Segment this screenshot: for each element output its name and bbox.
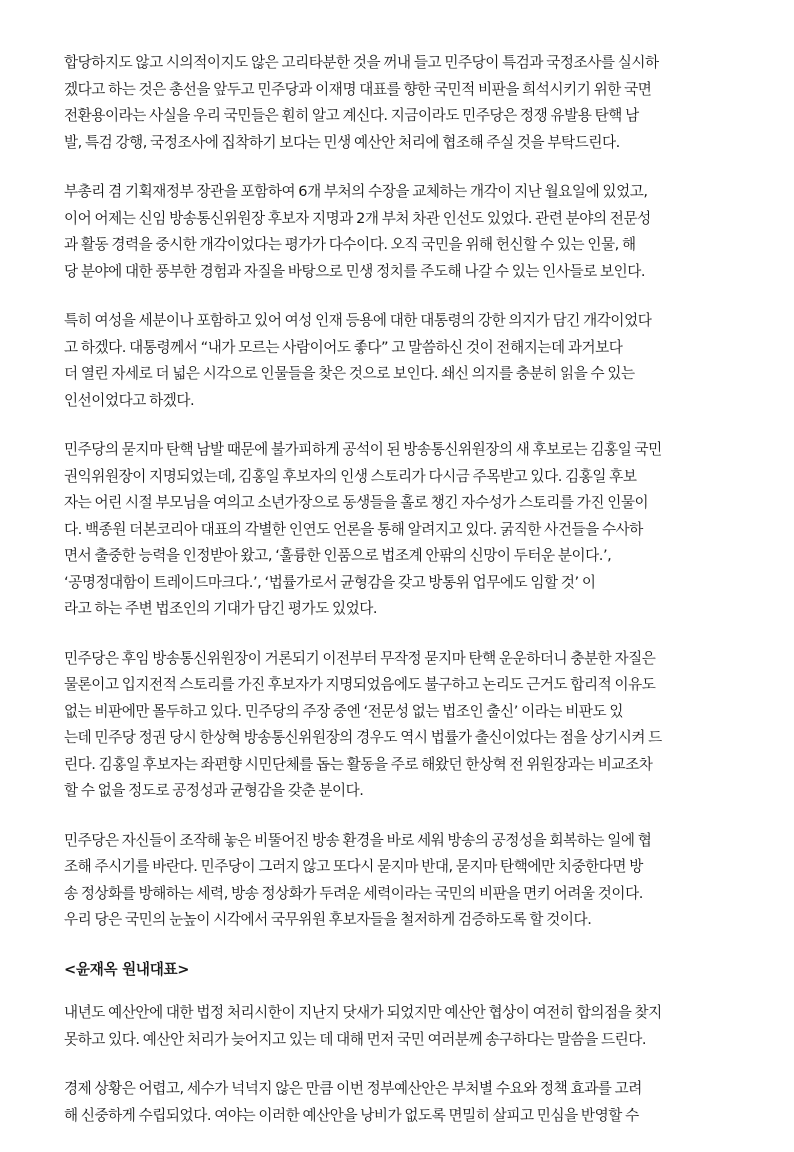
section-heading: <윤재옥 원내대표> <box>64 960 190 978</box>
paragraph: 합당하지도 않고 시의적이지도 않은 고리타분한 것을 꺼내 들고 민주당이 특검과 국정조사를 실시하 겠다고 하는 것은 총선을 앞두고 민주당과 이재명 대표를 향한 국민적 비판을 희석시키기 위한 국면 전환용이라는 사실을 우리 국민들은 훤히 알고 계신다. 지금이라도 민주당은 정쟁 유발용 탄핵 남 발, 특검 강행, 국정조사에 집착하기 보다는 민생 예산안 처리에 협조해 주실 것을 부탁드린다. <box>64 54 659 151</box>
paragraph: 민주당은 자신들이 조작해 놓은 비뚤어진 방송 환경을 바로 세워 방송의 공정성을 회복하는 일에 협 조해 주시기를 바란다. 민주당이 그러지 않고 또다시 묻지마 반대, 묻지마 탄핵에만 치중한다면 방 송 정상화를 방해하는 세력, 방송 정상화가 두려운 세력이라는 국민의 비판을 면키 어려울 것이다. 우리 당은 국민의 눈높이 시각에서 국무위원 후보자들을 철저하게 검증하도록 할 것이다. <box>64 831 652 928</box>
paragraph: 민주당은 후임 방송통신위원장이 거론되기 이전부터 무작정 묻지마 탄핵 운운하더니 충분한 자질은 물론이고 입지전적 스토리를 가진 후보자가 지명되었음에도 불구하고 논리도 근거도 합리적 이유도 없는 비판에만 몰두하고 있다. 민주당의 주장 중엔 ‘전문성 없는 법조인 출신’ 이라는 비판도 있 는데 민주당 정권 당시 한상혁 방송통신위원장의 경우도 역시 법률가 출신이었다는 점을 상기시켜 드 린다. 김홍일 후보자는 좌편향 시민단체를 돕는 활동을 주로 해왔던 한상혁 전 위원장과는 비교조차 할 수 없을 정도로 공정성과 균형감을 갖춘 분이다. <box>64 649 662 799</box>
paragraph: 내년도 예산안에 대한 법정 처리시한이 지난지 닷새가 되었지만 예산안 협상이 여전히 합의점을 찾지 못하고 있다. 예산안 처리가 늦어지고 있는 데 대해 먼저 국민 여러분께 송구하다는 말씀을 드린다. <box>64 1004 662 1048</box>
paragraph: 특히 여성을 세분이나 포함하고 있어 여성 인재 등용에 대한 대통령의 강한 의지가 담긴 개각이었다 고 하겠다. 대통령께서 “내가 모르는 사람이어도 좋다” 고 말씀하신 것이 전해지는데 과거보다 더 열린 자세로 더 넓은 시각으로 인물들을 찾은 것으로 보인다. 쇄신 의지를 충분히 읽을 수 있는 인선이었다고 하겠다. <box>64 312 652 409</box>
paragraph: 민주당의 묻지마 탄핵 남발 때문에 불가피하게 공석이 된 방송통신위원장의 새 후보로는 김홍일 국민 권익위원장이 지명되었는데, 김홍일 후보자의 인생 스토리가 다시금 주목받고 있다. 김홍일 후보 자는 어린 시절 부모님을 여의고 소년가장으로 동생들을 홀로 챙긴 자수성가 스토리를 가진 인물이 다. 백종원 더본코리아 대표의 각별한 인연도 언론을 통해 알려지고 있다. 굵직한 사건들을 수사하 면서 출중한 능력을 인정받아 왔고, ‘훌륭한 인품으로 법조계 안팎의 신망이 두터운 분이다.’, ‘공명정대함이 트레이드마크다.’, ‘법률가로서 균형감을 갖고 방통위 업무에도 임할 것’ 이 라고 하는 주변 법조인의 기대가 담긴 평가도 있었다. <box>64 441 662 617</box>
paragraph: 경제 상황은 어렵고, 세수가 넉넉지 않은 만큼 이번 정부예산안은 부처별 수요와 정책 효과를 고려 해 신중하게 수립되었다. 여야는 이러한 예산안을 낭비가 없도록 면밀히 살피고 민심을 반영할 수 <box>64 1080 642 1124</box>
document-body <box>64 50 736 1152</box>
paragraph: 부총리 겸 기획재정부 장관을 포함하여 6개 부처의 수장을 교체하는 개각이 지난 월요일에 있었고, 이어 어제는 신임 방송통신위원장 후보자 지명과 2개 부처 차관 인선도 있었다. 관련 분야의 전문성 과 활동 경력을 중시한 개각이었다는 평가가 다수이다. 오직 국민을 위해 헌신할 수 있는 인물, 해 당 분야에 대한 풍부한 경험과 자질을 바탕으로 민생 정치를 주도해 나갈 수 있는 인사들로 보인다. <box>64 183 651 280</box>
